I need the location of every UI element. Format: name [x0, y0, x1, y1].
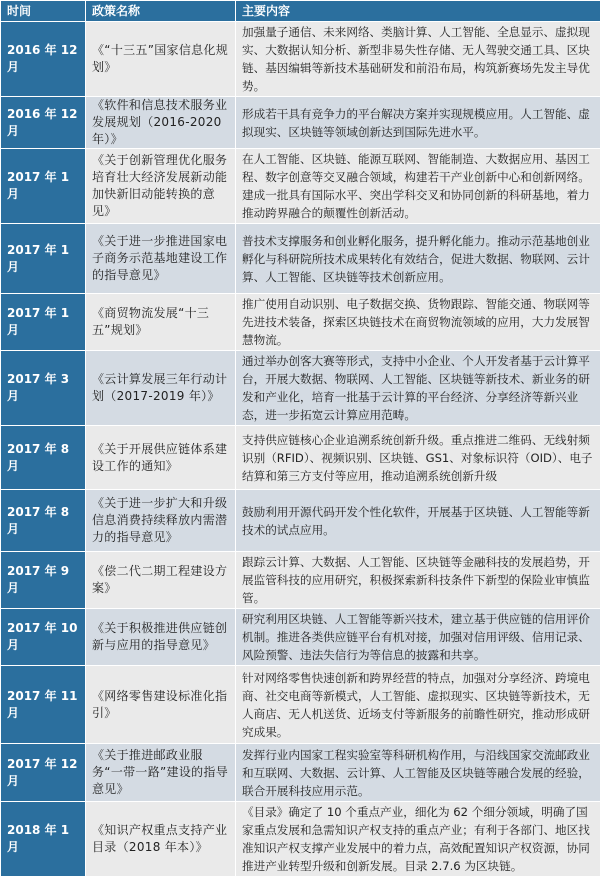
row-policy-name: 《软件和信息技术服务业发展规划（2016-2020 年）》: [86, 97, 236, 149]
row-content: 支持供应链核心企业追溯系统创新升级。重点推进二维码、无线射频识别（RFID）、视频识别、区块链、GS1、对象标识符（OID）、电子结算和第三方支付等应用，推动追溯系统创新升级: [236, 426, 600, 490]
row-date: 2016 年 12 月: [1, 97, 86, 149]
row-content: 加强量子通信、未来网络、类脑计算、人工智能、全息显示、虚拟现实、大数据认知分析、新型非易失性存储、无人驾驶交通工具、区块链、基因编辑等新技术基础研发和前沿布局，构筑新赛场先发主导优势。: [236, 22, 600, 97]
row-policy-name: 《云计算发展三年行动计划（2017-2019 年）》: [86, 351, 236, 426]
table-row: [1, 22, 600, 97]
row-policy-name: 《知识产权重点支持产业目录（2018 年本）》: [86, 802, 236, 877]
table-header-row: [1, 1, 600, 22]
table-row: [1, 351, 600, 426]
row-date: 2017 年 11 月: [1, 666, 86, 744]
table-row: [1, 294, 600, 351]
row-content: 跟踪云计算、大数据、人工智能、区块链等金融科技的发展趋势，开展监管科技的应用研究，积极探索新科技条件下新型的保险业审慎监管。: [236, 552, 600, 609]
row-policy-name: 《关于创新管理优化服务培育壮大经济发展新动能加快新旧动能转换的意见》: [86, 149, 236, 224]
row-date: 2017 年 1 月: [1, 149, 86, 224]
table-row: [1, 552, 600, 609]
row-policy-name: 《关于推进邮政业服务“一带一路”建设的指导意见》: [86, 744, 236, 802]
row-policy-name: 《关于进一步推进国家电子商务示范基地建设工作的指导意见》: [86, 224, 236, 294]
row-policy-name: 《“十三五”国家信息化规划》: [86, 22, 236, 97]
row-content: 推广使用自动识别、电子数据交换、货物跟踪、智能交通、物联网等先进技术装备，探索区块链技术在商贸物流领域的应用，大力发展智慧物流。: [236, 294, 600, 351]
table-row: [1, 490, 600, 552]
row-date: 2018 年 1 月: [1, 802, 86, 877]
row-content: 形成若干具有竞争力的平台解决方案并实现规模应用。人工智能、虚拟现实、区块链等领域创新达到国际先进水平。: [236, 97, 600, 149]
header-main-content: 主要内容: [236, 1, 600, 22]
row-policy-name: 《关于进一步扩大和升级信息消费持续释放内需潜力的指导意见》: [86, 490, 236, 552]
row-policy-name: 《网络零售建设标准化指引》: [86, 666, 236, 744]
header-policy-name: 政策名称: [86, 1, 236, 22]
row-content: 鼓励利用开源代码开发个性化软件，开展基于区块链、人工智能等新技术的试点应用。: [236, 490, 600, 552]
table-row: [1, 426, 600, 490]
row-date: 2017 年 12 月: [1, 744, 86, 802]
table-row: [1, 149, 600, 224]
row-date: 2016 年 12 月: [1, 22, 86, 97]
row-date: 2017 年 1 月: [1, 294, 86, 351]
row-content: 在人工智能、区块链、能源互联网、智能制造、大数据应用、基因工程、数字创意等交叉融合领域，构建若干产业创新中心和创新网络。建成一批具有国际水平、突出学科交叉和协同创新的科研基地，着力推动跨界融合的颠覆性创新活动。: [236, 149, 600, 224]
row-content: 《目录》确定了 10 个重点产业，细化为 62 个细分领域，明确了国家重点发展和急需知识产权支持的重点产业；有利于各部门、地区找准知识产权支撑产业发展中的着力点，高效配置知识产权资源，协同推进产业转型升级和创新发展。目录 2.7.6 为区块链。: [236, 802, 600, 877]
row-date: 2017 年 10 月: [1, 609, 86, 666]
row-date: 2017 年 8 月: [1, 490, 86, 552]
header-time: 时间: [1, 1, 86, 22]
row-policy-name: 《偿二代二期工程建设方案》: [86, 552, 236, 609]
row-date: 2017 年 1 月: [1, 224, 86, 294]
table-row: [1, 609, 600, 666]
table-row: [1, 666, 600, 744]
row-date: 2017 年 3 月: [1, 351, 86, 426]
table-row: [1, 802, 600, 877]
row-content: 通过举办创客大赛等形式，支持中小企业、个人开发者基于云计算平台，开展大数据、物联网、人工智能、区块链等新技术、新业务的研发和产业化，培育一批基于云计算的平台经济、分享经济等新兴业态，进一步拓宽云计算应用范畴。: [236, 351, 600, 426]
row-content: 针对网络零售快速创新和跨界经营的特点，加强对分享经济、跨境电商、社交电商等新模式，人工智能、虚拟现实、区块链等新技术，无人商店、无人机送货、近场支付等新服务的前瞻性研究，推动形成研究成果。: [236, 666, 600, 744]
row-policy-name: 《关于开展供应链体系建设工作的通知》: [86, 426, 236, 490]
row-content: 发挥行业内国家工程实验室等科研机构作用，与沿线国家交流邮政业和互联网、大数据、云计算、人工智能及区块链等融合发展的经验，联合开展科技应用示范。: [236, 744, 600, 802]
row-content: 研究利用区块链、人工智能等新兴技术，建立基于供应链的信用评价机制。推进各类供应链平台有机对接，加强对信用评级、信用记录、风险预警、违法失信行为等信息的披露和共享。: [236, 609, 600, 666]
row-policy-name: 《商贸物流发展“十三五”规划》: [86, 294, 236, 351]
row-date: 2017 年 9 月: [1, 552, 86, 609]
table-row: [1, 744, 600, 802]
table-row: [1, 97, 600, 149]
row-date: 2017 年 8 月: [1, 426, 86, 490]
row-policy-name: 《关于积极推进供应链创新与应用的指导意见》: [86, 609, 236, 666]
row-content: 普技术支撑服务和创业孵化服务，提升孵化能力。推动示范基地创业孵化与科研院所技术成果转化有效结合，促进大数据、物联网、云计算、人工智能、区块链等技术创新应用。: [236, 224, 600, 294]
table-row: [1, 224, 600, 294]
